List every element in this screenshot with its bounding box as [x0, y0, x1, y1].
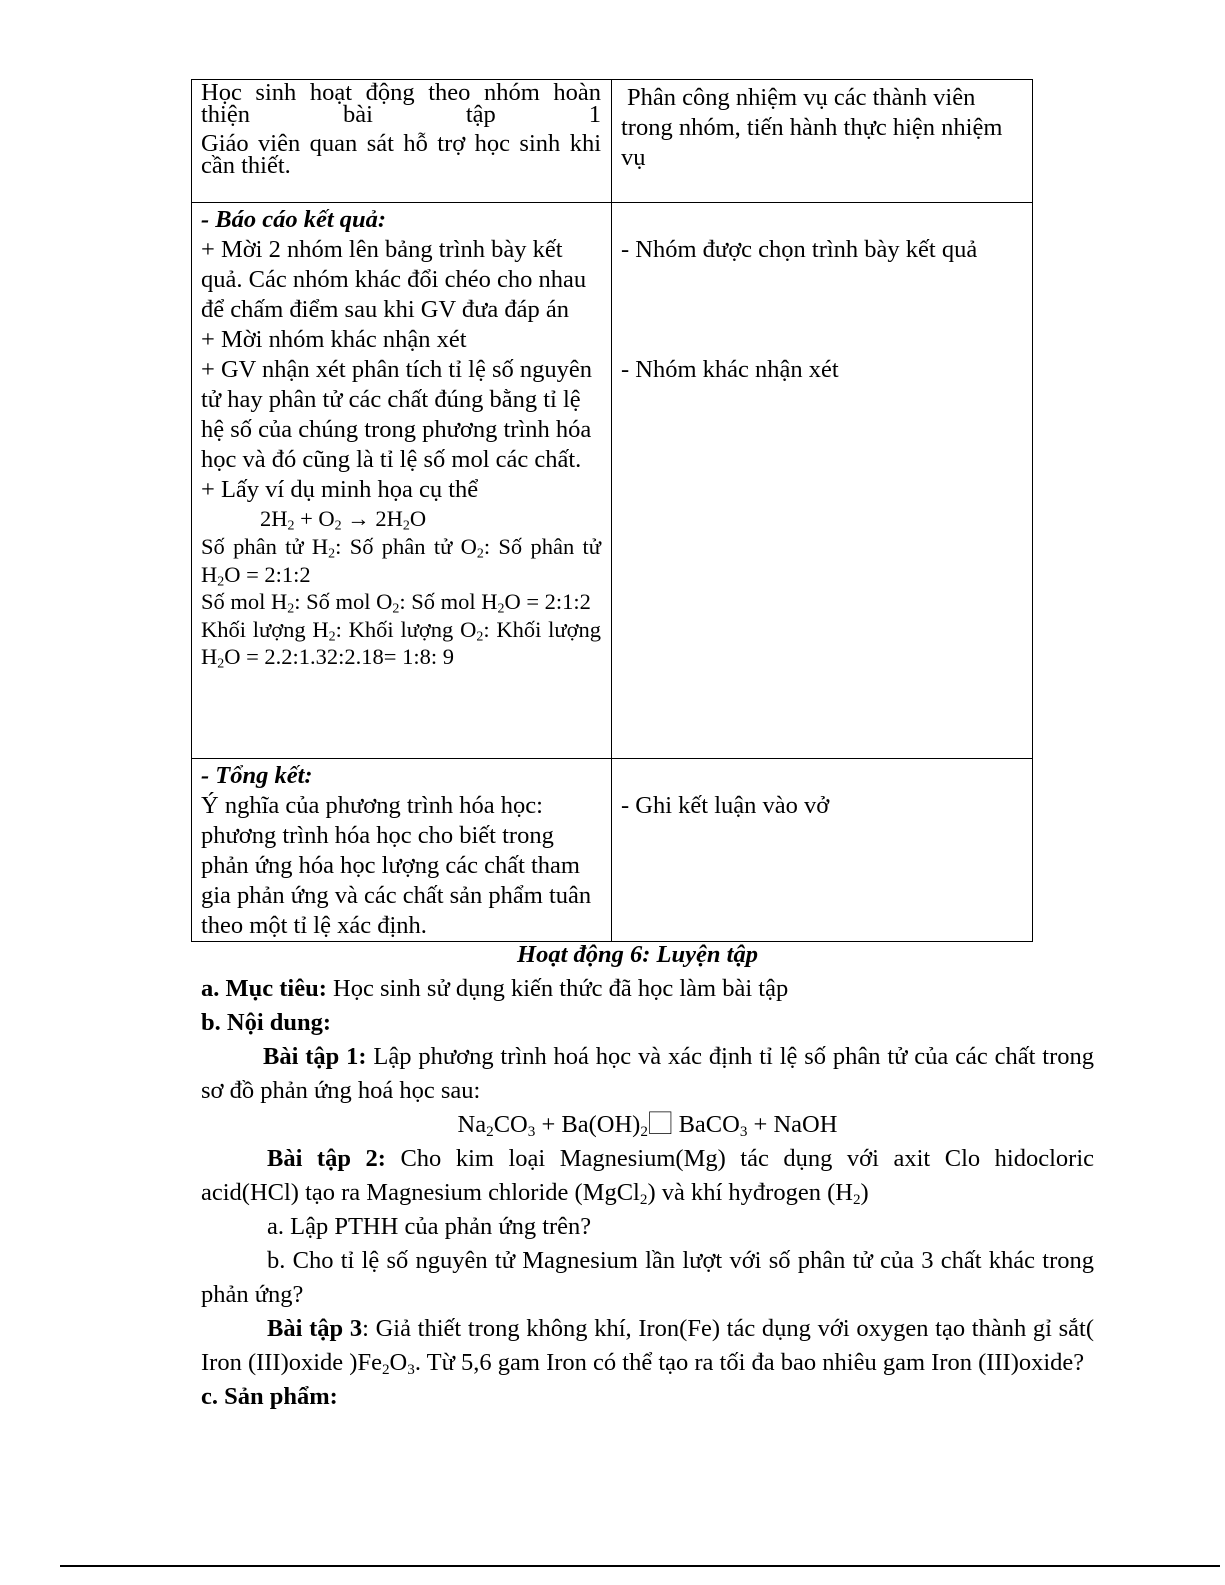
comment-instruction: + Mời nhóm khác nhận xét: [201, 326, 467, 353]
teacher-cell: [192, 203, 612, 759]
exercise-1-equation: $Na_2CO_3$ + $Ba(OH)_2⃞$ BaCO$_3$ + NaOH: [457, 1111, 838, 1140]
student-cell: [612, 80, 1033, 203]
summary-text: Ý nghĩa của phương trình hóa học: phương trình hóa học cho biết trong phản ứng hóa học lượng các chất tham gia phản ứng và các chất sản phẩm tuân theo một tỉ lệ xác định.: [201, 792, 592, 939]
exercise-2: Bài tập 2: Cho kim loại Magnesium(Mg) tác dụng với axit Clo hidocloric acid(HCl) tạo ra Magnesium chloride (MgCl$_2$) và khí hyđrogen $(H_2)$: [201, 1145, 1095, 1208]
activity-title: Hoạt động 6: Luyện tập: [517, 941, 758, 968]
present-result-text: - Nhóm được chọn trình bày kết quả: [621, 236, 978, 263]
lesson-table: [191, 79, 1033, 942]
product-heading: c. Sản phẩm:: [201, 1383, 338, 1410]
exercise-3: Bài tập 3: Giả thiết trong không khí, Iron(Fe) tác dụng với oxygen tạo thành gỉ sắt( Iron (III)oxide )$Fe_2O_3$. Từ 5,6 gam Iron có thể tạo ra tối đa bao nhiêu gam Iron (III)oxide?: [201, 1315, 1095, 1378]
report-instruction: + Mời 2 nhóm lên bảng trình bày kết quả. Các nhóm khác đổi chéo cho nhau để chấm điểm sau khi GV đưa đáp án: [201, 236, 587, 323]
teacher-cell: [192, 80, 612, 203]
example-equation: $2H_2 + O_2 \to 2H_2O$: [260, 506, 427, 534]
content-heading: b. Nội dung:: [201, 1009, 332, 1036]
note-conclusion-text: - Ghi kết luận vào vở: [621, 792, 830, 819]
practice-section: [201, 938, 1094, 1414]
exercise-1: Bài tập 1: Lập phương trình hoá học và xác định tỉ lệ số phân tử của các chất trong sơ đồ phản ứng hoá học sau:: [201, 1043, 1094, 1104]
footer-rule: [60, 1565, 1220, 1567]
group-work-text: Học sinh hoạt động theo nhóm hoàn thiện bài tập 1: [201, 79, 601, 128]
mole-ratio: Số mol $H_2$: Số mol $O_2$: Số mol $H_2O$ = 2:1:2: [201, 589, 591, 617]
student-cell: [612, 759, 1033, 942]
example-intro: + Lấy ví dụ minh họa cụ thể: [201, 476, 479, 503]
report-heading: - Báo cáo kết quả:: [201, 206, 387, 233]
molecule-ratio: Số phân tử $H_2$: Số phân tử $O_2$: Số phân tử $H_2O$ = 2:1:2: [201, 534, 601, 589]
peer-comment-text: - Nhóm khác nhận xét: [621, 356, 839, 383]
exercise-2-part-b: b. Cho tỉ lệ số nguyên tử Magnesium lần lượt với số phân tử của 3 chất khác trong phản ứng?: [201, 1247, 1094, 1308]
task-assignment-text: Phân công nhiệm vụ các thành viên trong nhóm, tiến hành thực hiện nhiệm vụ: [621, 84, 1003, 171]
table-row: [192, 80, 1033, 203]
table-row: [192, 203, 1033, 759]
mass-ratio: Khối lượng $H_2$: Khối lượng $O_2$: Khối lượng $H_2O$ = 2.2:1.32:2.18= 1:8: 9: [201, 616, 601, 672]
objective-line: a. Mục tiêu: Học sinh sử dụng kiến thức đã học làm bài tập: [201, 975, 789, 1002]
student-cell: [612, 203, 1033, 759]
teacher-support-text: Giáo viên quan sát hỗ trợ học sinh khi cần thiết.: [201, 130, 601, 179]
table-row: [192, 759, 1033, 942]
teacher-cell: [192, 759, 612, 942]
exercise-2-part-a: a. Lập PTHH của phản ứng trên?: [267, 1213, 592, 1240]
summary-heading: - Tổng kết:: [201, 762, 313, 789]
analysis-text: + GV nhận xét phân tích tỉ lệ số nguyên tử hay phân tử các chất đúng bằng tỉ lệ hệ số của chúng trong phương trình hóa học và đó cũng là tỉ lệ số mol các chất.: [201, 356, 593, 473]
